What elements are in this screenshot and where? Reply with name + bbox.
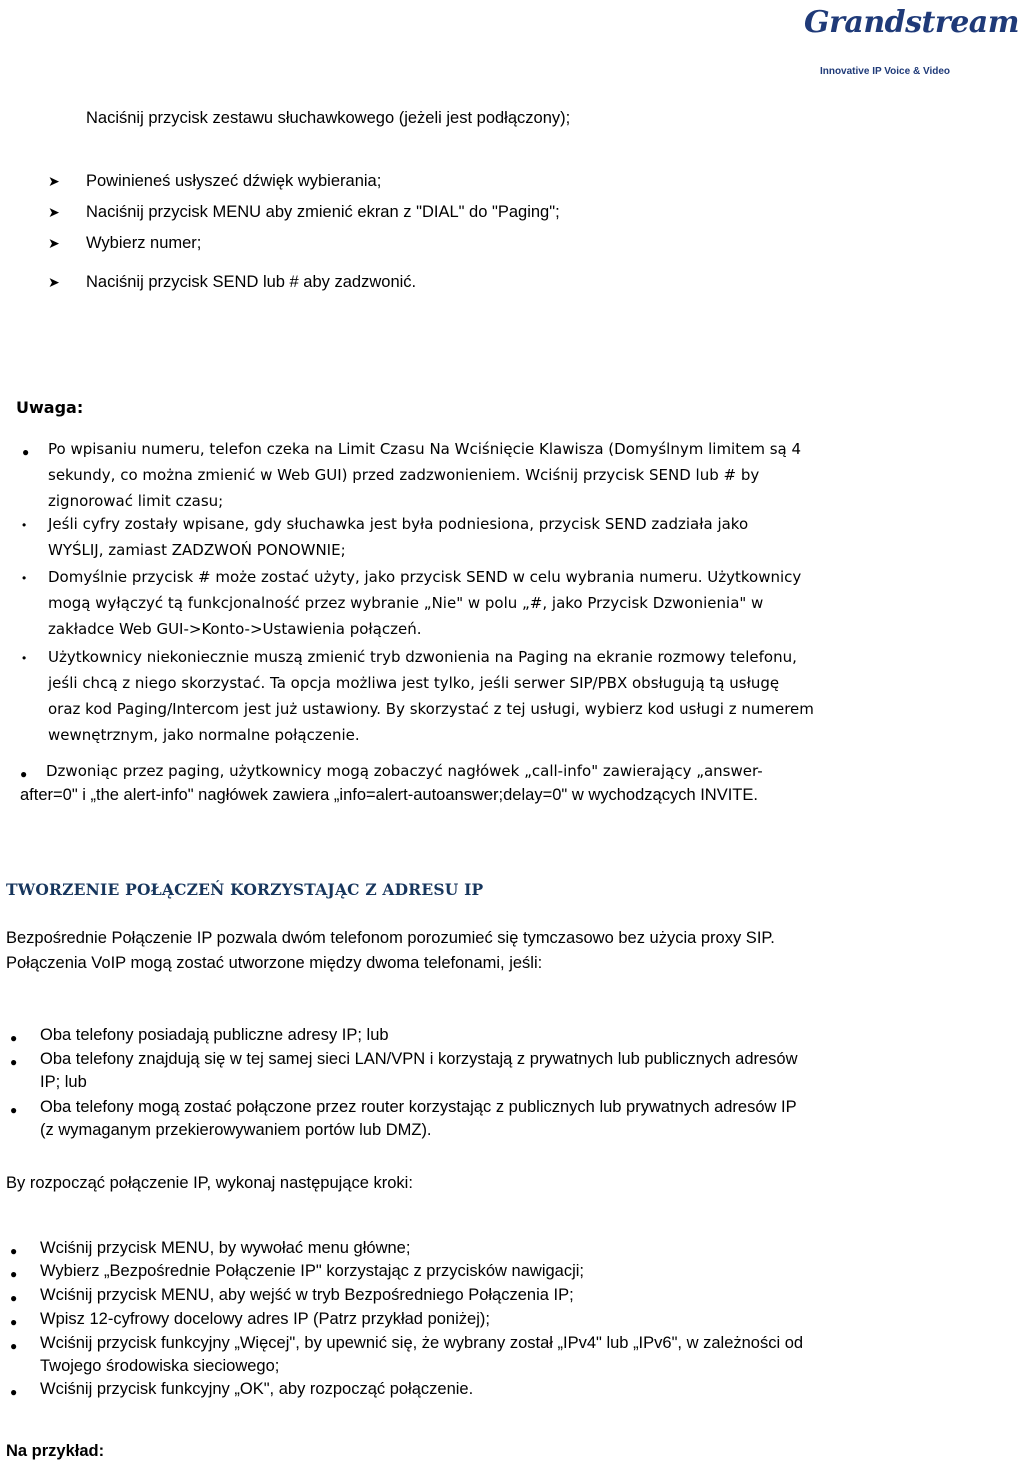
grandstream-logo — [804, 5, 1019, 84]
bullet-icon: ● — [10, 1339, 18, 1353]
step-line: Twojego środowiska sieciowego; — [40, 1357, 280, 1375]
bullet-icon: ● — [10, 1244, 18, 1258]
condition-line: (z wymaganym przekierowywaniem portów lub DMZ). — [40, 1121, 432, 1139]
bullet-icon: • — [22, 651, 27, 665]
logo-brand: Grandstream — [804, 5, 1019, 40]
condition-line: Oba telefony posiadają publiczne adresy IP; lub — [40, 1026, 389, 1044]
steps-intro: By rozpocząć połączenie IP, wykonaj następujące kroki: — [6, 1174, 413, 1192]
note-line: zakładce Web GUI->Konto->Ustawienia połączeń. — [48, 620, 422, 638]
note-line: zignorować limit czasu; — [48, 492, 224, 510]
bullet-icon: • — [22, 518, 27, 532]
note-line: oraz kod Paging/Intercom jest już ustawiony. By skorzystać z tej usługi, wybierz kod usługi z numerem — [48, 700, 814, 718]
arrow-bullet-icon: ➤ — [48, 235, 60, 251]
condition-line: IP; lub — [40, 1073, 87, 1091]
note-line: Użytkownicy niekoniecznie muszą zmienić tryb dzwonienia na Paging na ekranie rozmowy telefonu, — [48, 648, 797, 666]
note-line: jeśli chcą z niego skorzystać. Ta opcja możliwa jest tylko, jeśli serwer SIP/PBX obsługują tą usługę — [48, 674, 780, 692]
bullet-icon: ● — [10, 1291, 18, 1305]
logo-tagline: Innovative IP Voice & Video — [819, 66, 950, 77]
step-line: Wciśnij przycisk MENU, aby wejść w tryb Bezpośredniego Połączenia IP; — [40, 1286, 574, 1304]
arrow-item: Powinieneś usłyszeć dźwięk wybierania; — [86, 172, 382, 190]
arrow-bullet-icon: ➤ — [48, 274, 60, 290]
step-line: Wybierz „Bezpośrednie Połączenie IP" korzystając z przycisków nawigacji; — [40, 1262, 585, 1280]
note-line: WYŚLIJ, zamiast ZADZWOŃ PONOWNIE; — [48, 541, 346, 559]
note-line: Domyślnie przycisk # może zostać użyty, jako przycisk SEND w celu wybrania numeru. Użytkownicy — [48, 568, 802, 586]
section-intro-line: Połączenia VoIP mogą zostać utworzone między dwoma telefonami, jeśli: — [6, 954, 543, 972]
step-line: Wciśnij przycisk funkcyjny „Więcej", by upewnić się, że wybrany został „IPv4" lub „IPv6", w zależności od — [40, 1334, 804, 1352]
step-line: Wciśnij przycisk funkcyjny „OK", aby rozpocząć połączenie. — [40, 1380, 474, 1398]
condition-line: Oba telefony mogą zostać połączone przez router korzystając z publicznych lub prywatnych adresów IP — [40, 1098, 797, 1116]
step-line: Wciśnij przycisk MENU, by wywołać menu główne; — [40, 1239, 411, 1257]
paging-note-line: Dzwoniąc przez paging, użytkownicy mogą zobaczyć nagłówek „call-info" zawierający „answer- — [46, 762, 763, 780]
section-intro-line: Bezpośrednie Połączenie IP pozwala dwóm telefonom porozumieć się tymczasowo bez użycia proxy SIP. — [6, 929, 775, 947]
note-line: mogą wyłączyć tą funkcjonalność przez wybranie „Nie" w polu „#, jako Przycisk Dzwonienia" w — [48, 594, 764, 612]
section-heading: TWORZENIE POŁĄCZEŃ KORZYSTAJĄC Z ADRESU IP — [6, 880, 484, 899]
intro-line: Naciśnij przycisk zestawu słuchawkowego (jeżeli jest podłączony); — [86, 109, 571, 127]
bullet-icon: ● — [10, 1055, 18, 1069]
arrow-bullet-icon: ➤ — [48, 173, 60, 189]
bullet-icon: ● — [22, 445, 30, 459]
bullet-icon: ● — [10, 1031, 18, 1045]
bullet-icon: ● — [10, 1103, 18, 1117]
note-line: wewnętrznym, jako normalne połączenie. — [48, 726, 360, 744]
bullet-icon: ● — [10, 1315, 18, 1329]
bullet-icon: • — [22, 571, 27, 585]
step-line: Wpisz 12-cyfrowy docelowy adres IP (Patrz przykład poniżej); — [40, 1310, 490, 1328]
condition-line: Oba telefony znajdują się w tej samej sieci LAN/VPN i korzystają z prywatnych lub publicznych adresów — [40, 1050, 798, 1068]
paging-note-line: after=0" i „the alert-info" nagłówek zawiera „info=alert-autoanswer;delay=0" w wychodzących INVITE. — [20, 786, 758, 804]
bullet-icon: ● — [10, 1267, 18, 1281]
bullet-icon: ● — [20, 767, 28, 781]
arrow-bullet-icon: ➤ — [48, 204, 60, 220]
arrow-item: Wybierz numer; — [86, 234, 202, 252]
note-line: Jeśli cyfry zostały wpisane, gdy słuchawka jest była podniesiona, przycisk SEND zadziała jako — [48, 515, 749, 533]
bullet-icon: ● — [10, 1385, 18, 1399]
arrow-item: Naciśnij przycisk MENU aby zmienić ekran z "DIAL" do "Paging"; — [86, 203, 560, 221]
arrow-item: Naciśnij przycisk SEND lub # aby zadzwonić. — [86, 273, 417, 291]
note-line: sekundy, co można zmienić w Web GUI) przed zadzwonieniem. Wciśnij przycisk SEND lub # by — [48, 466, 760, 484]
uwaga-label: Uwaga: — [16, 398, 84, 417]
note-line: Po wpisaniu numeru, telefon czeka na Limit Czasu Na Wciśnięcie Klawisza (Domyślnym limitem są 4 — [48, 440, 802, 458]
example-label: Na przykład: — [6, 1442, 105, 1460]
